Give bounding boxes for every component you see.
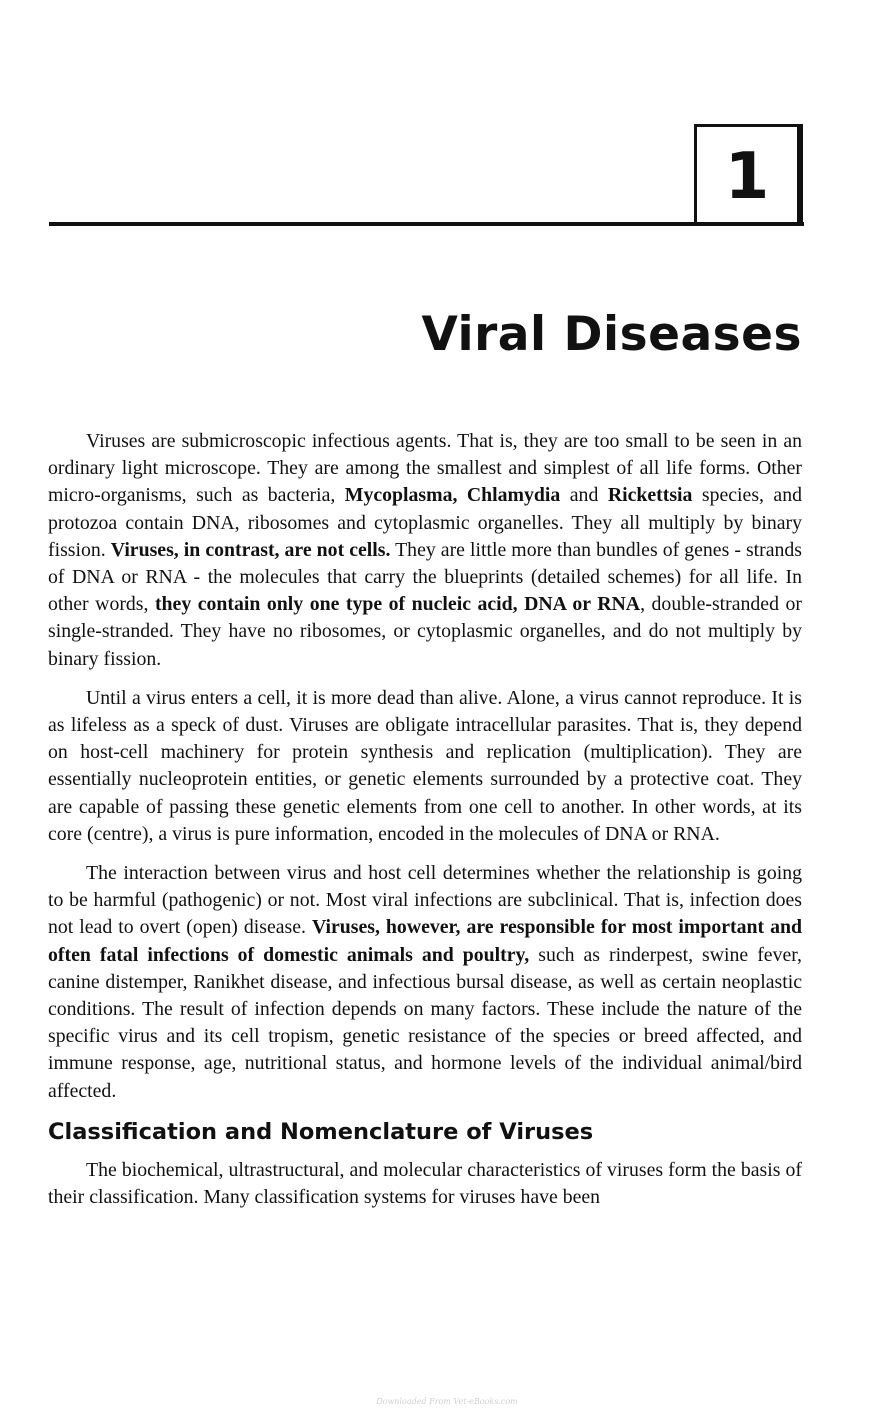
text-run: They are little more than bundles of genes - strands of DNA or RNA - the molecules that carry the blueprints (detailed schemes) for all life. In other words, bbox=[48, 538, 802, 616]
text-run: The interaction between virus and host cell determines whether the relationship is going to be harmful (pathogenic) or not. Most viral infections are subclinical. That is, infection does not lead to overt (open) disease. bbox=[48, 862, 802, 939]
chapter-rule bbox=[49, 222, 804, 226]
footer-watermark: Downloaded From Vet-eBooks.com bbox=[376, 1397, 518, 1406]
text-run: The biochemical, ultrastructural, and molecular characteristics of viruses form the basis of their classification. Many classification systems for viruses have been bbox=[48, 1158, 802, 1209]
text-run: , double-stranded or single-stranded. They have no ribosomes, or cytoplasmic organelles, and do not multiply by binary fission. bbox=[48, 593, 802, 670]
paragraph bbox=[48, 860, 802, 1105]
text-run: species, and protozoa contain DNA, ribosomes and cytoplasmic organelles. They all multiply by binary fission. bbox=[48, 484, 802, 561]
bold-text-run: Viruses, in contrast, are not cells. bbox=[110, 538, 391, 561]
bold-text-run: they contain only one type of nucleic acid, DNA or RNA bbox=[154, 593, 641, 616]
bold-text-run: Viruses, however, are responsible for most important and often fatal infections of domestic animals and poultry, bbox=[48, 916, 802, 966]
paragraph bbox=[48, 1157, 802, 1211]
paragraph bbox=[48, 685, 802, 848]
chapter-title: Viral Diseases bbox=[421, 307, 802, 362]
text-run: Until a virus enters a cell, it is more dead than alive. Alone, a virus cannot reproduce. It is as lifeless as a speck of dust. Viruses are obligate intracellular parasites. That is, they depend on host-cell machinery for protein synthesis and replication (multiplication). They are essentially nucleoprotein entities, or genetic elements surrounded by a protective coat. They are capable of passing these genetic elements from one cell to another. In other words, at its core (centre), a virus is pure information, encoded in the molecules of DNA or RNA. bbox=[48, 686, 802, 845]
text-run: Viruses are submicroscopic infectious agents. That is, they are too small to be seen in an ordinary light microscope. They are among the smallest and simplest of all life forms. Other micro-organisms, such as bacteria, bbox=[48, 430, 802, 507]
body-text bbox=[48, 428, 802, 1223]
paragraph bbox=[48, 428, 802, 673]
text-run: such as rinderpest, swine fever, canine distemper, Ranikhet disease, and infectious bursal disease, as well as certain neoplastic conditions. The result of infection depends on many factors. These include the nature of the specific virus and its cell tropism, genetic resistance of the species or breed affected, and immune response, age, nutritional status, and hormone levels of the individual animal/bird affected. bbox=[48, 943, 802, 1102]
bold-text-run: Mycoplasma, Chlamydia bbox=[344, 484, 561, 507]
text-run: and bbox=[560, 484, 608, 507]
chapter-number-box bbox=[694, 124, 800, 226]
bold-text-run: Rickettsia bbox=[607, 484, 693, 507]
section-heading: Classification and Nomenclature of Viruses bbox=[48, 1118, 594, 1145]
chapter-number: 1 bbox=[724, 140, 770, 214]
